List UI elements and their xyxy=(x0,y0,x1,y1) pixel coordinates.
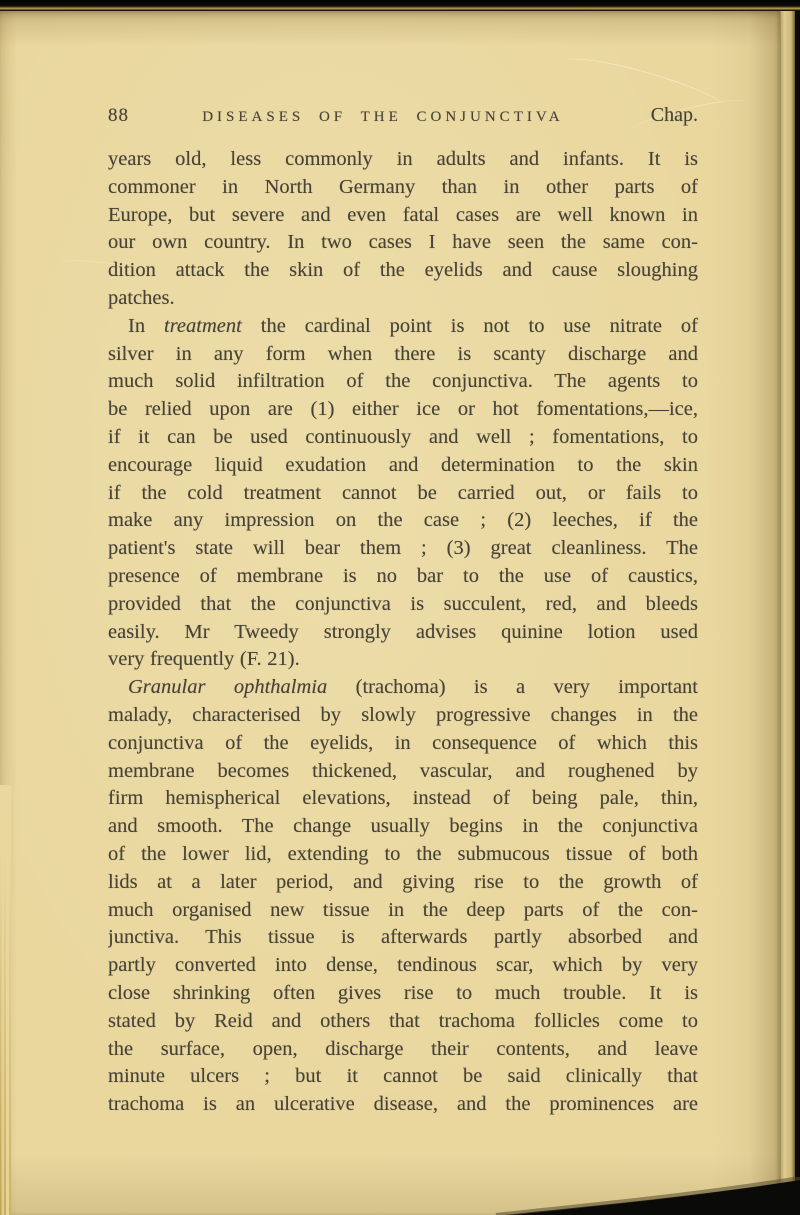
text-line: very frequently (F. 21). xyxy=(108,648,300,671)
text-line: patches. xyxy=(108,286,175,309)
book-page xyxy=(0,10,781,1215)
text-line: of the lower lid, extending to the submucous tissue of both xyxy=(108,842,698,865)
text-line: Europe, but severe and even fatal cases are well known in xyxy=(108,203,698,226)
text-line: silver in any form when there is scanty discharge and xyxy=(108,342,698,365)
chapter-label: Chap. xyxy=(650,104,698,126)
text-line: close shrinking often gives rise to much trouble. It is xyxy=(108,981,698,1004)
text-line: patient's state will bear them ; (3) great cleanliness. The xyxy=(108,537,698,560)
bottom-right-cover-shadow xyxy=(490,1177,800,1215)
text-line xyxy=(108,674,698,702)
text-line: stated by Reid and others that trachoma follicles come to xyxy=(108,1009,698,1032)
text-line: the surface, open, discharge their contents, and leave xyxy=(108,1037,698,1060)
text-line: be relied upon are (1) either ice or hot fomentations,—ice, xyxy=(108,398,698,421)
text-line xyxy=(108,313,698,341)
text-line: easily. Mr Tweedy strongly advises quinine lotion used xyxy=(108,620,698,643)
text-line: encourage liquid exudation and determination to the skin xyxy=(108,453,698,476)
text-line: and smooth. The change usually begins in the conjunctiva xyxy=(108,815,698,838)
text-run: (trachoma) is a very important xyxy=(327,676,698,699)
text-line: lids at a later period, and giving rise to the growth of xyxy=(108,870,698,893)
text-line: dition attack the skin of the eyelids and cause sloughing xyxy=(108,259,698,282)
running-header xyxy=(108,104,698,130)
text-line: much solid infiltration of the conjunctiva. The agents to xyxy=(108,370,698,393)
page-text-block xyxy=(108,104,698,1119)
text-line: commoner in North Germany than in other parts of xyxy=(108,175,698,198)
text-line: membrane becomes thickened, vascular, and roughened by xyxy=(108,759,698,782)
text-line: minute ulcers ; but it cannot be said clinically that xyxy=(108,1065,698,1088)
text-line: provided that the conjunctiva is succulent, red, and bleeds xyxy=(108,592,698,615)
text-line: make any impression on the case ; (2) leeches, if the xyxy=(108,509,698,532)
text-line: if it can be used continuously and well ; fomentations, to xyxy=(108,425,698,448)
page-stack-edge xyxy=(780,4,795,1215)
text-line: malady, characterised by slowly progressive changes in the xyxy=(108,703,698,726)
text-line: much organised new tissue in the deep parts of the con- xyxy=(108,898,698,921)
italic-term: treatment xyxy=(164,314,242,337)
italic-term: Granular ophthalmia xyxy=(128,676,328,699)
text-line: partly converted into dense, tendinous scar, which by very xyxy=(108,954,698,977)
text-line: presence of membrane is no bar to the use of caustics, xyxy=(108,564,698,587)
text-run: the cardinal point is not to use nitrate of xyxy=(241,314,698,337)
text-line: conjunctiva of the eyelids, in consequence of which this xyxy=(108,731,698,754)
body-text xyxy=(108,146,698,1119)
text-line: years old, less commonly in adults and infants. It is xyxy=(108,148,698,170)
photo-top-dark-band xyxy=(0,0,800,11)
fore-edge-page-lines xyxy=(0,785,11,1215)
text-line: if the cold treatment cannot be carried out, or fails to xyxy=(108,481,698,504)
text-line: junctiva. This tissue is afterwards partly absorbed and xyxy=(108,926,698,949)
text-run: In xyxy=(128,314,165,337)
running-title: DISEASES OF THE CONJUNCTIVA xyxy=(202,109,564,125)
text-line: our own country. In two cases I have seen the same con- xyxy=(108,231,698,254)
page-number: 88 xyxy=(108,105,129,126)
text-line: trachoma is an ulcerative disease, and the prominences are xyxy=(108,1093,698,1116)
text-line: firm hemispherical elevations, instead of being pale, thin, xyxy=(108,787,698,810)
